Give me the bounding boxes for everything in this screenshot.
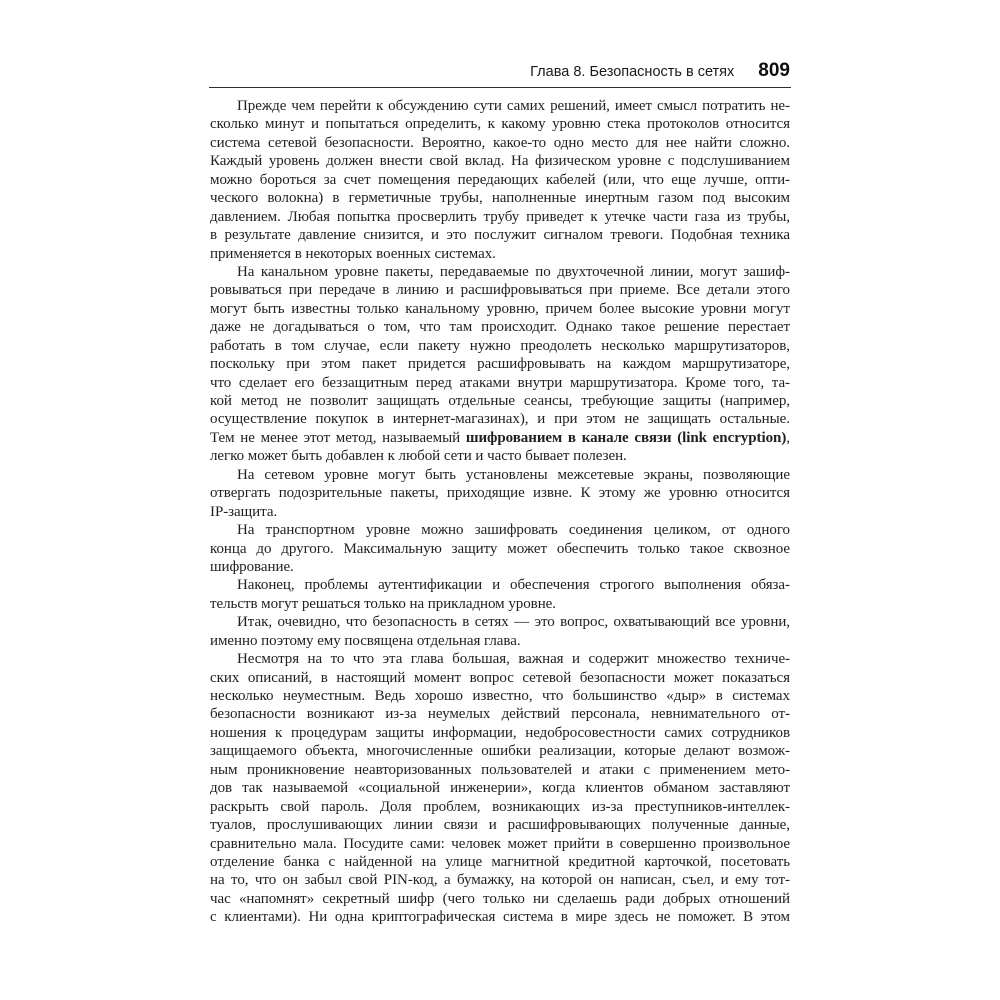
text-line: в результате давление снизится, и это послужит сигналом тревоги. Подобная техника (210, 227, 790, 244)
text-line: Каждый уровень должен внести свой вклад. На физическом уровне с подслушиванием (210, 153, 790, 170)
running-head-chapter-title: Глава 8. Безопасность в сетях (530, 64, 735, 80)
text-line: тельств могут решаться только на прикладном уровне. (210, 595, 556, 612)
text-line: осуществление покупок в интернет-магазинах), и при этом не защищать остальные. (210, 411, 790, 428)
text-line: работать в том случае, если пакету нужно преодолеть несколько маршрутизаторов, (210, 337, 790, 354)
text-line: применяется в некоторых военных системах. (210, 245, 496, 262)
text-line: несколько неуместным. Ведь хорошо известно, что большинство «дыр» в системах (210, 688, 790, 704)
text-line: туалов, прослушивающих линии связи и расшифровывающих полученные данные, (210, 817, 790, 834)
text-line: защищаемого объекта, многочисленные ошибки реализации, которые делают возмож- (210, 743, 790, 760)
text-line: система сетевой безопасности. Вероятно, какое-то одно место для нее найти сложно. (210, 134, 790, 151)
text-line: сравнительно мала. Посудите сами: человек может прийти в совершенно произвольное (210, 835, 790, 852)
text-line: час «напомнят» секретный шифр (чего только ни сделаешь ради добрых отношений (210, 890, 790, 907)
text-line: На канальном уровне пакеты, передаваемые по двухточечной линии, могут зашиф- (237, 263, 790, 280)
text-line: безопасности возникают из-за неумелых действий персонала, невнимательного от- (210, 706, 790, 723)
text-line: Тем не менее этот метод, называемый шифрованием в канале связи (link encryption), (210, 429, 790, 446)
text-line: На сетевом уровне могут быть установлены межсетевые экраны, позволяющие (237, 466, 790, 483)
text-line: ских описаний, в настоящий момент вопрос сетевой безопасности может показаться (210, 669, 790, 686)
text-line: что сделает его беззащитным перед атаками внутри маршрутизатора. Кроме того, та- (210, 374, 790, 391)
page-body (210, 97, 790, 927)
paragraph (210, 576, 790, 613)
text-line: давлением. Любая попытка просверлить трубу приведет к утечке части газа из трубы, (210, 208, 790, 225)
page-number: 809 (758, 60, 790, 81)
running-head (210, 60, 790, 82)
paragraph (210, 263, 790, 466)
header-rule (209, 87, 791, 88)
text-line: поскольку при этом пакет придется расшифровывать на каждом маршрутизаторе, (210, 356, 790, 373)
text-line: ровываться при передаче в линию и расшифровываться при приеме. Все детали этого (210, 282, 790, 299)
text-line: ческого волокна) в герметичные трубы, наполненные инертным газом под высоким (210, 190, 790, 207)
text-line: с клиентами). Ни одна криптографическая система в мире здесь не поможет. В этом (210, 909, 790, 926)
text-line: могут быть известны только канальному уровню, причем более высокие уровни могут (210, 300, 790, 317)
paragraph (210, 521, 790, 576)
paragraph (210, 650, 790, 927)
text-line: сколько минут и попытаться определить, к какому уровню стека протоколов относится (210, 116, 790, 133)
text-line: ным проникновение неавторизованных пользователей и атаки с применением мето- (210, 761, 790, 778)
text-line: раскрыть свой пароль. Доля проблем, возникающих из-за преступников-интеллек- (210, 798, 790, 815)
text-line: ношения к процедурам защиты информации, недобросовестности самих сотрудников (210, 724, 790, 741)
text-line: Прежде чем перейти к обсуждению сути самих решений, имеет смысл потратить не- (237, 98, 790, 114)
text-line: кой метод не позволит защищать отдельные сеансы, требующие защиты (например, (210, 393, 790, 409)
paragraph (210, 613, 790, 650)
text-line: Наконец, проблемы аутентификации и обеспечения строгого выполнения обяза- (237, 577, 790, 594)
text-line: легко может быть добавлен к любой сети и часто бывает полезен. (210, 448, 627, 465)
text-line: отделение банка с найденной на улице магнитной кредитной карточкой, посетовать (210, 853, 790, 870)
text-line: дов так называемой «социальной инженерии», когда клиентов обманом заставляют (210, 780, 790, 797)
text-line: конца до другого. Максимальную защиту может обеспечить только такое сквозное (210, 540, 790, 557)
text-line: Итак, очевидно, что безопасность в сетях — это вопрос, охватывающий все уровни, (237, 614, 790, 631)
bold-term: шифрованием в канале связи (link encryption) (465, 429, 787, 446)
text-line: даже не догадываться о том, что там происходит. Однако такое решение перестает (210, 319, 790, 336)
text-line: На транспортном уровне можно зашифровать соединения целиком, от одного (237, 522, 790, 539)
text-line: именно поэтому ему посвящена отдельная глава. (210, 632, 521, 649)
paragraph (210, 97, 790, 263)
text-line: на то, что он забыл свой PIN-код, а бумажку, на которой он написан, съел, и ему тот- (210, 872, 790, 889)
text-line: можно бороться за счет помещения передающих кабелей (или, что еще лучше, опти- (210, 171, 790, 188)
text-line: отвергать подозрительные пакеты, приходящие извне. К этому же уровню относится (210, 485, 790, 502)
text-line: Несмотря на то что эта глава большая, важная и содержит множество техниче- (237, 651, 790, 668)
text-line: IP-защита. (210, 503, 278, 520)
paragraph (210, 466, 790, 521)
text-line: шифрование. (210, 558, 294, 575)
